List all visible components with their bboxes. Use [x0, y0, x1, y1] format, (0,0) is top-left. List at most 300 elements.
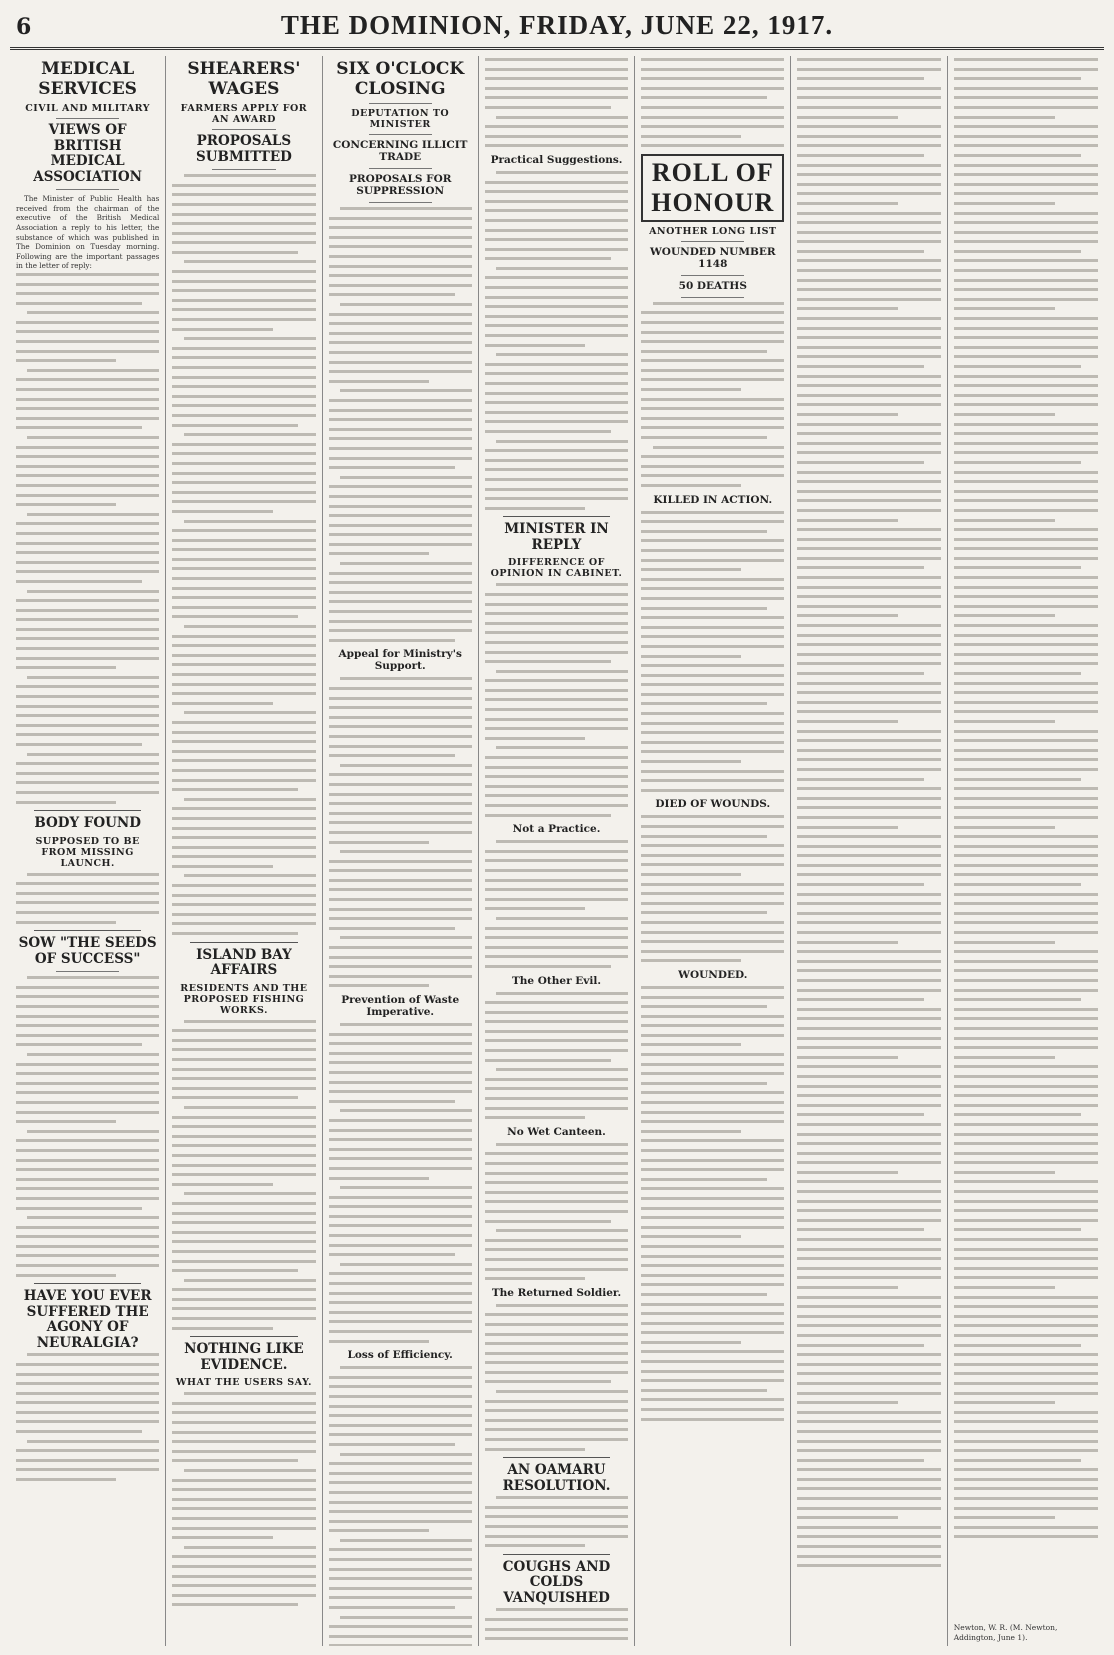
text-line — [16, 685, 159, 688]
text-line — [16, 995, 159, 998]
text-line — [329, 793, 472, 796]
text-line — [16, 791, 159, 794]
text-line — [172, 366, 315, 369]
text-line — [16, 657, 159, 660]
text-line — [16, 1063, 159, 1066]
text-line — [954, 634, 1098, 637]
text-line — [172, 683, 315, 686]
text-line — [172, 1164, 315, 1167]
section-wounded: WOUNDED. — [678, 968, 748, 981]
text-line — [954, 1315, 1098, 1318]
text-line — [954, 1142, 1098, 1145]
text-line — [172, 232, 315, 235]
text-line — [496, 267, 628, 270]
text-line — [954, 893, 1098, 896]
text-line — [16, 892, 159, 895]
subhead-users-say: WHAT THE USERS SAY. — [175, 1377, 312, 1389]
text-line — [954, 586, 1098, 589]
text-line — [172, 347, 315, 350]
text-line — [329, 984, 429, 987]
text-line — [797, 1526, 940, 1529]
text-line — [641, 568, 741, 571]
text-line — [954, 826, 1055, 829]
article-seeds — [16, 976, 159, 1276]
text-line — [797, 135, 940, 138]
text-line — [954, 1075, 1098, 1078]
text-line — [641, 1398, 784, 1401]
text-line — [797, 653, 940, 656]
text-line — [485, 276, 628, 279]
text-line — [485, 1220, 611, 1223]
text-line — [329, 1529, 429, 1532]
text-line — [797, 710, 940, 713]
text-line — [485, 1011, 628, 1014]
text-line — [954, 1228, 1081, 1231]
text-line — [485, 1001, 628, 1004]
text-line — [329, 351, 472, 354]
text-line — [172, 1488, 315, 1491]
text-line — [496, 1304, 628, 1307]
text-line — [329, 1330, 472, 1333]
text-line — [641, 96, 767, 99]
text-line — [954, 1526, 1098, 1529]
text-line — [172, 827, 315, 830]
text-line — [172, 740, 315, 743]
text-line — [641, 693, 784, 696]
text-line — [16, 522, 159, 525]
text-line — [797, 1459, 923, 1462]
text-line — [329, 783, 472, 786]
text-line — [485, 1323, 628, 1326]
text-line — [485, 1268, 628, 1271]
text-line — [485, 907, 585, 910]
text-line — [641, 587, 784, 590]
divider — [681, 297, 744, 298]
text-line — [797, 1180, 940, 1183]
text-line — [641, 350, 767, 353]
text-line — [797, 941, 897, 944]
text-line — [485, 488, 628, 491]
text-line — [27, 1440, 159, 1443]
text-line — [641, 1350, 784, 1353]
text-line — [641, 940, 784, 943]
text-line — [485, 1239, 628, 1242]
text-line — [329, 821, 472, 824]
text-line — [641, 388, 741, 391]
text-line — [172, 462, 315, 465]
text-line — [641, 1226, 784, 1229]
text-line — [797, 461, 923, 464]
text-line — [16, 1449, 159, 1452]
text-line — [641, 674, 784, 677]
text-line — [797, 816, 940, 819]
text-line — [329, 495, 472, 498]
text-line — [16, 743, 142, 746]
text-line — [496, 353, 628, 356]
text-line — [16, 378, 159, 381]
text-line — [641, 378, 784, 381]
text-line — [797, 1420, 940, 1423]
text-line — [172, 443, 315, 446]
text-line — [954, 298, 1098, 301]
text-line — [329, 1148, 472, 1151]
text-line — [485, 411, 628, 414]
text-line — [172, 1096, 298, 1099]
text-line — [954, 1190, 1098, 1193]
text-line — [485, 794, 628, 797]
text-line — [485, 651, 628, 654]
text-line — [641, 950, 784, 953]
headline-proposals-submitted: PROPOSALS SUBMITTED — [196, 133, 292, 165]
article-island-bay — [172, 1020, 315, 1330]
article-suggestions — [485, 171, 628, 510]
divider — [212, 169, 275, 170]
text-line — [27, 976, 159, 979]
subhead-deputation: DEPUTATION TO MINISTER — [351, 108, 450, 131]
text-line — [172, 251, 298, 254]
text-line — [641, 407, 784, 410]
text-line — [184, 1546, 316, 1549]
text-line — [16, 1392, 159, 1395]
text-line — [329, 1253, 455, 1256]
text-line — [16, 551, 159, 554]
text-line — [954, 538, 1098, 541]
text-line — [485, 1107, 628, 1110]
text-line — [797, 1392, 940, 1395]
text-line — [485, 1097, 628, 1100]
text-line — [797, 1123, 940, 1126]
text-line — [797, 192, 940, 195]
text-line — [954, 1123, 1098, 1126]
text-line — [485, 344, 585, 347]
text-line — [485, 1544, 585, 1547]
column-4 — [479, 56, 635, 1646]
text-line — [172, 1575, 315, 1578]
headline-medical-services: MEDICAL SERVICES — [38, 59, 137, 99]
text-line — [485, 708, 628, 711]
text-line — [496, 1608, 628, 1611]
text-line — [16, 465, 159, 468]
text-line — [172, 721, 315, 724]
subhead-suppression: PROPOSALS FOR SUPPRESSION — [348, 173, 452, 198]
text-line — [954, 461, 1081, 464]
text-line — [954, 1180, 1098, 1183]
text-line — [485, 1428, 628, 1431]
text-line — [641, 911, 767, 914]
text-line — [954, 557, 1098, 560]
text-line — [797, 528, 940, 531]
text-line — [184, 798, 316, 801]
text-line — [329, 1052, 472, 1055]
text-line — [641, 1207, 784, 1210]
article-other-evil — [485, 992, 628, 1120]
text-line — [797, 346, 940, 349]
text-line — [641, 474, 784, 477]
text-line — [172, 1260, 315, 1263]
text-line — [16, 986, 159, 989]
text-line — [954, 1152, 1098, 1155]
newspaper-title: THE DOMINION, FRIDAY, JUNE 22, 1917. — [280, 10, 834, 40]
text-line — [329, 1081, 472, 1084]
text-line — [641, 779, 784, 782]
text-line — [797, 77, 923, 80]
text-line — [485, 315, 628, 318]
text-line — [954, 1046, 1098, 1049]
text-line — [329, 1301, 472, 1304]
text-line — [16, 273, 159, 276]
text-line — [172, 702, 272, 705]
text-line — [329, 812, 472, 815]
subhead-civil-military: CIVIL AND MILITARY — [25, 103, 151, 115]
text-line — [172, 1459, 298, 1462]
text-line — [954, 240, 1098, 243]
text-line — [641, 1341, 741, 1344]
text-line — [641, 578, 784, 581]
text-line — [16, 359, 116, 362]
text-line — [954, 749, 1098, 752]
text-line — [954, 1037, 1098, 1040]
text-line — [641, 1053, 784, 1056]
text-line — [172, 548, 315, 551]
subhead-farmers-award: FARMERS APPLY FOR AN AWARD — [180, 103, 308, 126]
text-line — [172, 1058, 315, 1061]
text-line — [172, 414, 315, 417]
text-line — [797, 1133, 940, 1136]
text-line — [340, 1539, 472, 1542]
text-line — [797, 1248, 940, 1251]
text-line — [797, 125, 940, 128]
text-line — [954, 202, 1055, 205]
text-line — [16, 921, 116, 924]
text-line — [16, 503, 116, 506]
text-line — [797, 1286, 897, 1289]
text-line — [172, 1269, 298, 1272]
text-line — [16, 1254, 159, 1257]
text-line — [641, 731, 784, 734]
text-line — [641, 1063, 784, 1066]
divider — [369, 103, 432, 104]
text-line — [329, 1090, 472, 1093]
text-line — [954, 672, 1081, 675]
text-line — [485, 1525, 628, 1528]
subhead-wounded-number: WOUNDED NUMBER 1148 — [650, 245, 776, 270]
text-line — [485, 1030, 628, 1033]
text-line — [797, 116, 897, 119]
text-line — [16, 1382, 159, 1385]
text-line — [329, 620, 472, 623]
text-line — [329, 293, 455, 296]
text-line — [485, 363, 628, 366]
text-line — [641, 712, 784, 715]
text-line — [329, 226, 472, 229]
text-line — [485, 859, 628, 862]
text-line — [797, 490, 940, 493]
text-line — [485, 1438, 628, 1441]
text-line — [641, 1130, 741, 1133]
text-line — [485, 1409, 628, 1412]
text-line — [485, 305, 628, 308]
text-line — [27, 873, 159, 876]
text-line — [641, 1293, 767, 1296]
divider — [681, 275, 744, 276]
text-line — [641, 1005, 767, 1008]
text-line — [797, 624, 940, 627]
text-line — [954, 519, 1055, 522]
text-line — [16, 1245, 159, 1248]
text-line — [329, 1272, 472, 1275]
text-line — [641, 626, 784, 629]
text-line — [329, 946, 472, 949]
text-line — [954, 960, 1098, 963]
text-line — [16, 1420, 159, 1423]
text-line — [329, 1320, 472, 1323]
text-line — [485, 804, 628, 807]
text-line — [641, 68, 784, 71]
text-line — [954, 624, 1098, 627]
text-line — [340, 1109, 472, 1112]
text-line — [797, 730, 940, 733]
text-line — [340, 389, 472, 392]
text-line — [485, 497, 628, 500]
text-line — [172, 1202, 315, 1205]
divider — [34, 1283, 141, 1284]
text-line — [797, 499, 940, 502]
text-line — [172, 759, 315, 762]
text-line — [954, 864, 1098, 867]
text-line — [16, 781, 159, 784]
text-line — [797, 154, 923, 157]
text-line — [16, 532, 159, 535]
text-line — [172, 1402, 315, 1405]
text-line — [329, 1548, 472, 1551]
list-died-of-wounds — [641, 815, 784, 962]
text-line — [797, 1564, 940, 1567]
text-line — [954, 442, 1098, 445]
text-line — [16, 1159, 159, 1162]
text-line — [329, 1071, 472, 1074]
section-other-evil: The Other Evil. — [511, 974, 601, 987]
text-line — [485, 850, 628, 853]
text-line — [329, 1157, 472, 1160]
text-line — [16, 1168, 159, 1171]
text-line — [485, 209, 628, 212]
text-line — [329, 552, 429, 555]
text-line — [172, 318, 315, 321]
text-line — [16, 484, 159, 487]
headline-seeds-of-success: SOW "THE SEEDS OF SUCCESS" — [18, 935, 157, 967]
text-line — [797, 1142, 940, 1145]
text-line — [172, 1240, 315, 1243]
text-line — [329, 898, 472, 901]
text-line — [954, 1200, 1098, 1203]
text-line — [16, 724, 159, 727]
text-line — [485, 1400, 628, 1403]
text-line — [329, 428, 472, 431]
text-line — [172, 1087, 315, 1090]
text-line — [797, 1411, 940, 1414]
section-practical-suggestions: Practical Suggestions. — [490, 153, 623, 166]
text-line — [653, 302, 785, 305]
text-line — [340, 677, 472, 680]
text-line — [797, 931, 940, 934]
text-line — [954, 1085, 1098, 1088]
divider — [503, 1554, 610, 1555]
text-line — [954, 394, 1098, 397]
text-line — [797, 566, 923, 569]
text-line — [496, 116, 628, 119]
text-line — [797, 1152, 940, 1155]
text-line — [16, 292, 159, 295]
headline-oamaru: AN OAMARU RESOLUTION. — [502, 1462, 611, 1494]
text-line — [797, 298, 940, 301]
text-line — [954, 375, 1098, 378]
text-line — [797, 375, 940, 378]
text-line — [797, 787, 940, 790]
text-line — [954, 317, 1098, 320]
text-line — [797, 1065, 940, 1068]
text-line — [329, 831, 472, 834]
text-line — [954, 1065, 1098, 1068]
text-line — [954, 250, 1081, 253]
section-loss-efficiency: Loss of Efficiency. — [347, 1349, 453, 1362]
text-line — [954, 787, 1098, 790]
text-line — [797, 854, 940, 857]
text-line — [172, 299, 315, 302]
text-line — [329, 841, 429, 844]
text-line — [797, 164, 940, 167]
text-line — [641, 1178, 767, 1181]
list-wounded-continued-1 — [797, 56, 940, 1567]
section-prevention-waste: Prevention of Waste Imperative. — [341, 994, 460, 1018]
text-line — [329, 1196, 472, 1199]
subhead-missing-launch: SUPPOSED TO BE FROM MISSING LAUNCH. — [35, 835, 140, 869]
text-line — [485, 1361, 628, 1364]
text-line — [485, 392, 628, 395]
list-wounded-continued-2 — [954, 56, 1098, 1538]
text-line — [797, 240, 940, 243]
article-closing-continued — [485, 56, 628, 147]
text-line — [954, 1468, 1098, 1471]
text-line — [797, 1372, 940, 1375]
text-line — [954, 1113, 1081, 1116]
text-line — [329, 1100, 455, 1103]
text-line — [797, 1267, 940, 1270]
article-not-practice — [485, 840, 628, 968]
text-line — [172, 1221, 315, 1224]
text-line — [496, 171, 628, 174]
text-line — [172, 1584, 315, 1587]
text-line — [340, 1186, 472, 1189]
text-line — [485, 1342, 628, 1345]
text-line — [329, 591, 472, 594]
text-line — [954, 365, 1081, 368]
list-wounded — [641, 986, 784, 1421]
text-line — [485, 125, 628, 128]
text-line — [172, 750, 315, 753]
text-line — [16, 350, 159, 353]
text-line — [485, 965, 611, 968]
subhead-cabinet-opinion: DIFFERENCE OF OPINION IN CABINET. — [490, 557, 623, 580]
text-line — [641, 455, 784, 458]
article-returned-soldier — [485, 1304, 628, 1451]
text-line — [485, 459, 628, 462]
headline-island-bay: ISLAND BAY AFFAIRS — [196, 946, 292, 979]
text-line — [797, 183, 940, 186]
text-line — [797, 471, 940, 474]
text-line — [797, 259, 940, 262]
text-line — [485, 1628, 628, 1631]
divider — [34, 810, 141, 811]
